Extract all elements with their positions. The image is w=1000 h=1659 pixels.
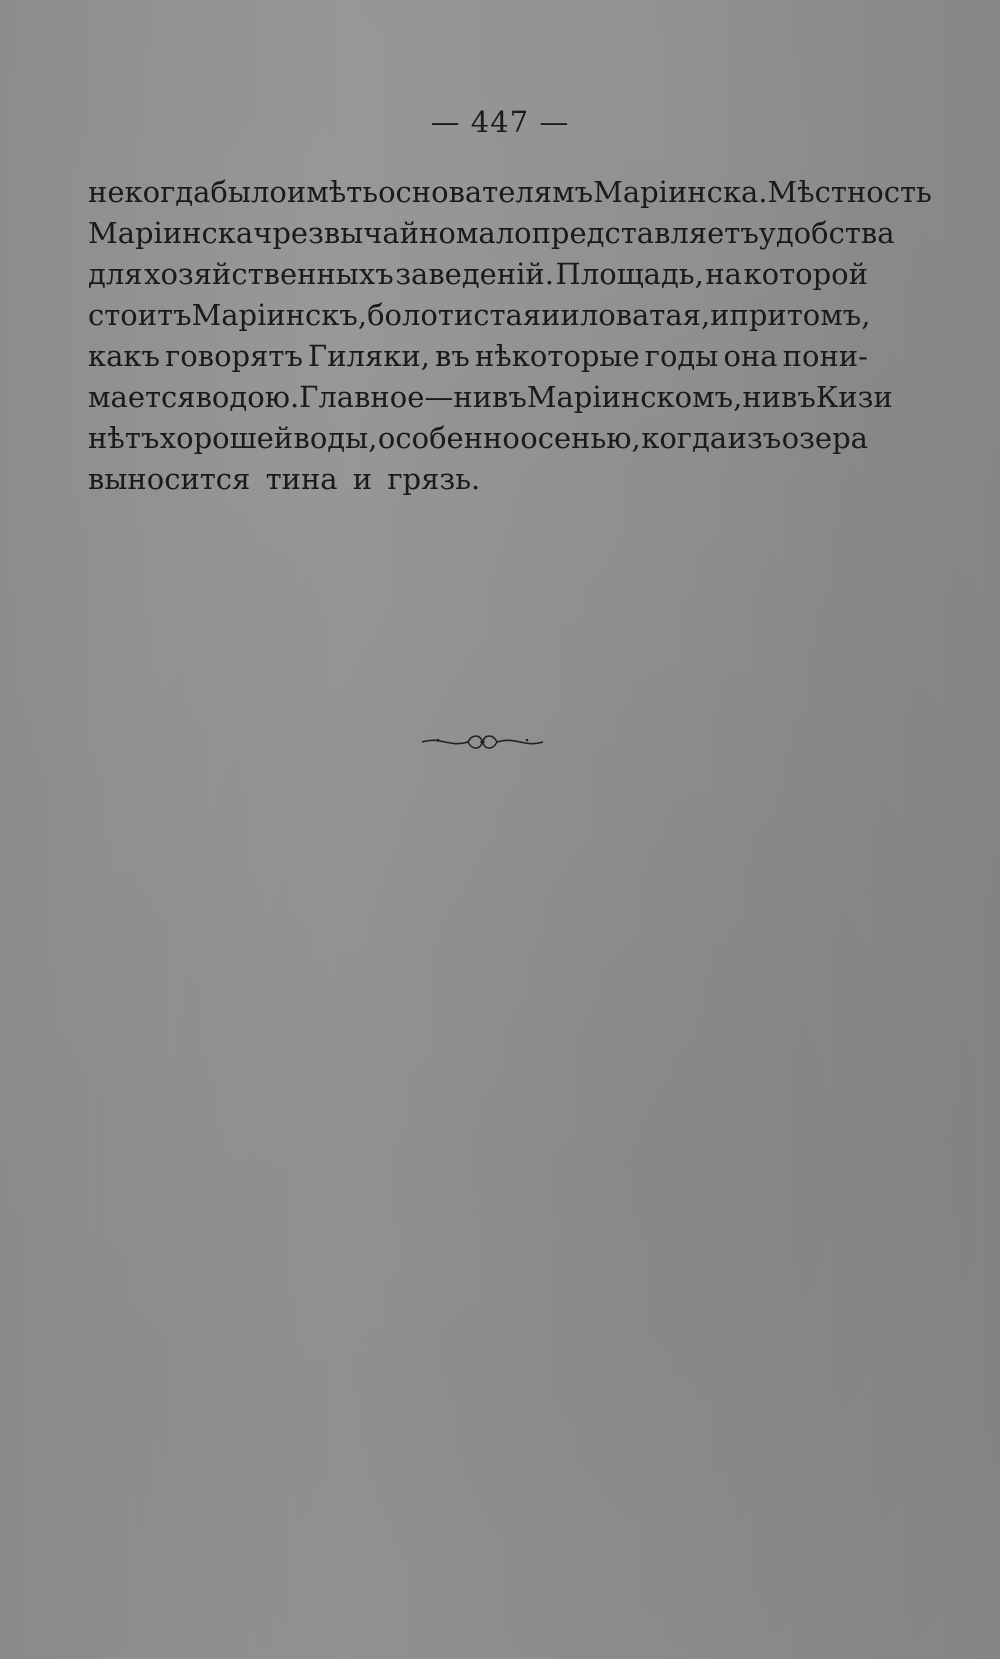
word: воды, xyxy=(293,421,378,455)
word: представляетъ xyxy=(531,216,759,250)
word: притомъ, xyxy=(729,298,871,332)
word: пони- xyxy=(782,339,868,373)
word: Площадь, xyxy=(555,257,704,291)
word: осенью, xyxy=(520,421,641,455)
word: основателямъ xyxy=(378,175,594,209)
text-line xyxy=(88,336,868,377)
word: и xyxy=(541,298,561,332)
text-line xyxy=(88,213,895,254)
body-text xyxy=(88,172,932,500)
word: которой xyxy=(743,257,868,291)
word: какъ xyxy=(88,339,160,373)
word: выносится xyxy=(88,462,251,496)
word: водою. xyxy=(195,380,300,414)
word: въ xyxy=(435,339,470,373)
word: на xyxy=(705,257,742,291)
word: имѣть xyxy=(286,175,379,209)
word: нѣтъ xyxy=(88,421,160,455)
word: нѣкоторые xyxy=(474,339,640,373)
word: Маріинскъ, xyxy=(191,298,368,332)
word: ни xyxy=(742,380,782,414)
word: болотистая xyxy=(367,298,542,332)
word: Гиляки, xyxy=(308,339,430,373)
word: Маріинскомъ, xyxy=(526,380,743,414)
word: Маріинска. xyxy=(593,175,768,209)
word: заведеній. xyxy=(395,257,554,291)
word: она xyxy=(723,339,778,373)
word: Маріинска xyxy=(88,216,254,250)
word: Главное—ни xyxy=(299,380,493,414)
word: иловатая, xyxy=(560,298,711,332)
word: для xyxy=(88,257,143,291)
word: мало xyxy=(455,216,532,250)
word: было xyxy=(210,175,287,209)
word: чрезвычайно xyxy=(253,216,456,250)
text-line xyxy=(88,418,868,459)
word: въ xyxy=(492,380,527,414)
word: озера xyxy=(781,421,868,455)
word: некогда xyxy=(88,175,211,209)
word: хозяйственныхъ xyxy=(144,257,394,291)
page-number: — 447 — xyxy=(430,105,570,139)
text-line xyxy=(88,172,932,213)
word: въ xyxy=(781,380,816,414)
word: годы xyxy=(644,339,719,373)
word: изъ xyxy=(727,421,782,455)
word: и xyxy=(710,298,730,332)
word: стоитъ xyxy=(88,298,192,332)
word: хорошей xyxy=(159,421,294,455)
word: мается xyxy=(88,380,196,414)
word: грязь. xyxy=(387,462,481,496)
word: особенно xyxy=(377,421,520,455)
word: удобства xyxy=(758,216,895,250)
text-line xyxy=(88,459,868,500)
word: Мѣстность xyxy=(767,175,932,209)
word: когда xyxy=(641,421,728,455)
decorative-ornament-icon xyxy=(420,730,545,754)
word: тина xyxy=(265,462,338,496)
text-line xyxy=(88,377,893,418)
text-line xyxy=(88,254,868,295)
word: и xyxy=(352,462,373,496)
word: Кизи xyxy=(815,380,893,414)
word: говорятъ xyxy=(165,339,303,373)
text-line xyxy=(88,295,871,336)
